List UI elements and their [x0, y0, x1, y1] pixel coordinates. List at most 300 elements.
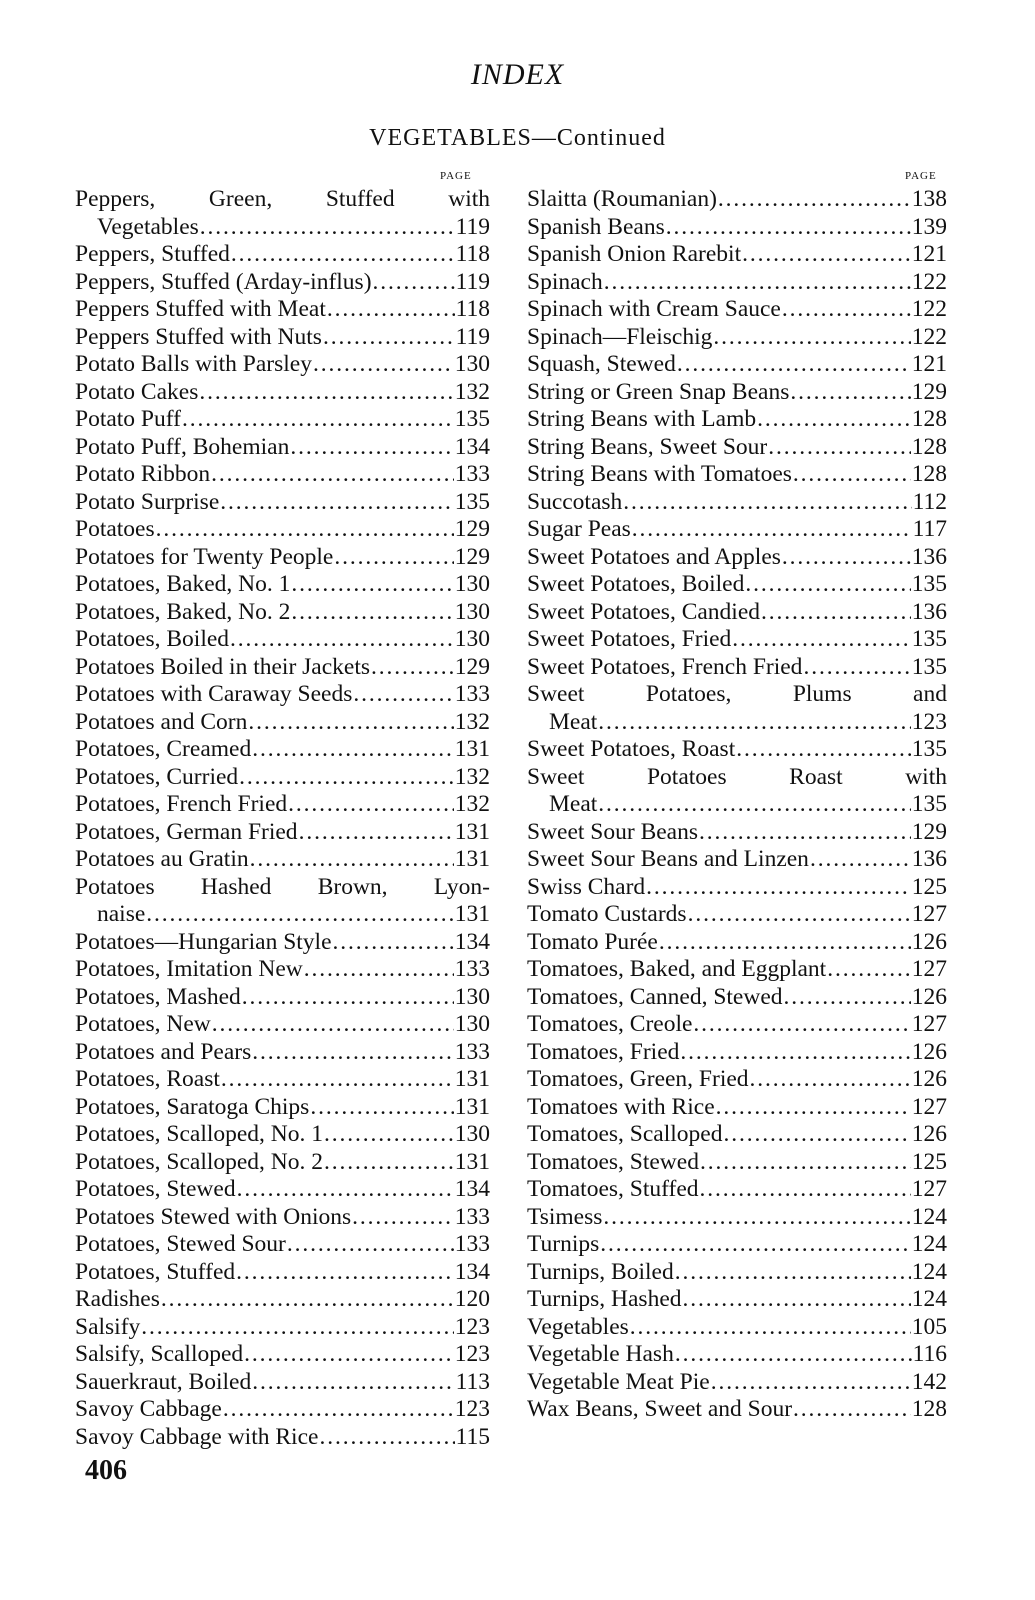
- entry-line: [75, 1149, 490, 1177]
- dot-leader: [782, 296, 911, 324]
- index-entry: [527, 1314, 947, 1342]
- entry-text: Swiss Chard: [527, 873, 646, 900]
- index-entry: [527, 901, 947, 929]
- dot-leader: [231, 241, 455, 269]
- entry-line: [75, 736, 490, 764]
- entry-page: 136: [911, 846, 947, 872]
- dot-leader: [713, 324, 910, 352]
- index-entry: [75, 709, 490, 737]
- dot-leader: [141, 1314, 453, 1342]
- entry-line: [75, 791, 490, 819]
- index-entry: [527, 214, 947, 242]
- entry-line: [75, 929, 490, 957]
- dot-leader: [288, 791, 454, 819]
- entry-page: 131: [454, 1148, 490, 1175]
- entry-text: Turnips, Hashed: [527, 1286, 682, 1312]
- index-entry: [527, 874, 947, 902]
- entry-text: Peppers Stuffed with Nuts: [75, 323, 322, 350]
- entry-page: 126: [911, 1121, 947, 1147]
- entry-text: Potatoes, Stewed: [75, 1176, 236, 1202]
- entry-line: [75, 516, 490, 544]
- index-entry: [527, 1396, 947, 1424]
- entry-line: [527, 269, 947, 297]
- entry-page: 131: [454, 736, 490, 762]
- entry-page: 133: [454, 461, 490, 487]
- page-number: 406: [85, 1455, 127, 1486]
- entry-line: [75, 1011, 490, 1039]
- entry-line: [527, 516, 947, 544]
- entry-page: 130: [454, 1011, 490, 1037]
- dot-leader: [304, 956, 454, 984]
- entry-page: 133: [454, 1203, 490, 1230]
- entry-line: [527, 874, 947, 902]
- entry-page: 139: [911, 213, 947, 240]
- dot-leader: [237, 1176, 454, 1204]
- dot-leader: [353, 681, 453, 709]
- index-entry: [75, 269, 490, 297]
- index-entry: [75, 1369, 490, 1397]
- entry-page: 131: [454, 1093, 490, 1120]
- entry-line: [75, 1396, 490, 1424]
- entry-text: Savoy Cabbage with Rice: [75, 1423, 319, 1450]
- entry-text: Vegetables: [527, 1313, 629, 1340]
- entry-page: 134: [454, 928, 490, 955]
- dot-leader: [677, 351, 911, 379]
- index-entry: [75, 626, 490, 654]
- entry-line: [75, 984, 490, 1012]
- entry-text: Potato Balls with Parsley: [75, 351, 312, 377]
- dot-leader: [323, 324, 455, 352]
- index-entry: [527, 461, 947, 489]
- entry-text: String Beans with Lamb: [527, 406, 757, 432]
- dot-leader: [287, 1231, 454, 1259]
- index-entry: [527, 1341, 947, 1369]
- entry-page: 136: [911, 598, 947, 625]
- index-entry: [75, 406, 490, 434]
- entry-page: 129: [454, 543, 490, 570]
- index-entry: [75, 1094, 490, 1122]
- entry-text: Potato Ribbon: [75, 461, 211, 487]
- dot-leader: [810, 846, 911, 874]
- entry-page: 113: [455, 1368, 490, 1395]
- entry-text: Potatoes, Roast: [75, 1066, 220, 1092]
- entry-line: [527, 709, 947, 737]
- entry-line: [527, 1121, 947, 1149]
- index-entry: [527, 984, 947, 1012]
- index-entry: [75, 1314, 490, 1342]
- entry-text: Potatoes, German Fried: [75, 818, 298, 845]
- index-entry: [75, 1424, 490, 1452]
- entry-text: naise: [97, 901, 146, 927]
- dot-leader: [623, 489, 911, 517]
- entry-page: 131: [454, 846, 490, 872]
- index-entry: [75, 791, 490, 819]
- entry-text: Potatoes au Gratin: [75, 846, 249, 872]
- index-entry: [75, 984, 490, 1012]
- entry-word: Sweet: [527, 763, 585, 790]
- entry-line: [527, 1094, 947, 1122]
- entry-page: 132: [454, 791, 490, 817]
- index-entry: [75, 434, 490, 462]
- entry-page: 119: [455, 268, 490, 295]
- entry-text: Salsify: [75, 1313, 141, 1340]
- entry-word: with: [905, 763, 947, 790]
- index-entry: [75, 241, 490, 269]
- index-entry: [527, 846, 947, 874]
- dot-leader: [761, 599, 911, 627]
- entry-text: Potatoes, Stuffed: [75, 1258, 236, 1285]
- index-entry: [527, 654, 947, 682]
- index-entry: [75, 599, 490, 627]
- entry-line: [527, 186, 947, 214]
- dot-leader: [211, 461, 454, 489]
- entry-word: Plums: [792, 681, 852, 707]
- index-entry: [527, 1094, 947, 1122]
- dot-leader: [334, 544, 453, 572]
- index-entry: [75, 1341, 490, 1369]
- entry-line: [75, 1176, 490, 1204]
- dot-leader: [252, 1039, 454, 1067]
- entry-line: [527, 599, 947, 627]
- entry-line: [75, 1259, 490, 1287]
- entry-text: Sweet Potatoes, French Fried: [527, 653, 803, 680]
- entry-line: [527, 1341, 947, 1369]
- entry-line: [527, 791, 947, 819]
- index-entry: [75, 1396, 490, 1424]
- entry-page: 125: [911, 1148, 947, 1175]
- index-entry: [75, 1011, 490, 1039]
- dot-leader: [757, 406, 911, 434]
- index-entry: [75, 874, 490, 929]
- entry-line: [75, 846, 490, 874]
- entry-word: with: [448, 186, 490, 212]
- index-column-left: [75, 186, 490, 1451]
- dot-leader: [290, 434, 453, 462]
- entry-text: Spanish Beans: [527, 213, 665, 240]
- entry-page: 129: [454, 516, 490, 542]
- entry-text: Sweet Potatoes, Roast: [527, 736, 736, 762]
- entry-line: [75, 269, 490, 297]
- index-entry: [527, 186, 947, 214]
- entry-text: Sugar Peas: [527, 516, 631, 542]
- entry-text: Tomatoes with Rice: [527, 1093, 715, 1120]
- dot-leader: [718, 186, 911, 214]
- entry-line: [75, 1094, 490, 1122]
- entry-page: 124: [911, 1286, 947, 1312]
- index-entry: [527, 296, 947, 324]
- dot-leader: [252, 1369, 454, 1397]
- entry-page: 130: [454, 626, 490, 652]
- entry-word: Potatoes: [646, 763, 727, 790]
- dot-leader: [146, 901, 453, 929]
- dot-leader: [313, 351, 454, 379]
- dot-leader: [324, 1121, 454, 1149]
- entry-text: Tomatoes, Creole: [527, 1011, 693, 1037]
- entry-page: 118: [455, 241, 490, 267]
- page-column-label-left: PAGE: [440, 170, 472, 182]
- entry-page: 132: [454, 378, 490, 405]
- entry-text: Potatoes, Scalloped, No. 1: [75, 1121, 324, 1147]
- dot-leader: [700, 1176, 911, 1204]
- entry-text: Tomatoes, Green, Fried: [527, 1066, 749, 1092]
- index-entry: [527, 929, 947, 957]
- dot-leader: [736, 736, 911, 764]
- dot-leader: [319, 1424, 454, 1452]
- entry-text: Turnips: [527, 1231, 600, 1257]
- dot-leader: [327, 296, 455, 324]
- entry-line: [527, 1204, 947, 1232]
- entry-line: [527, 1369, 947, 1397]
- index-entry: [527, 571, 947, 599]
- dot-leader: [239, 764, 454, 792]
- entry-page: 133: [454, 681, 490, 707]
- entry-page: 128: [911, 406, 947, 432]
- entry-line: [527, 241, 947, 269]
- entry-line: [75, 681, 490, 709]
- entry-line: [527, 1039, 947, 1067]
- index-entry: [527, 599, 947, 627]
- entry-text: Tomatoes, Stewed: [527, 1148, 699, 1175]
- entry-page: 131: [454, 1066, 490, 1092]
- index-column-right: [527, 186, 947, 1424]
- entry-line: [75, 406, 490, 434]
- dot-leader: [742, 241, 911, 269]
- entry-text: Sweet Potatoes, Boiled: [527, 571, 745, 597]
- entry-text: Spinach with Cream Sauce: [527, 296, 781, 322]
- entry-text: Potatoes, French Fried: [75, 791, 288, 817]
- entry-line: [75, 1369, 490, 1397]
- entry-line: [527, 984, 947, 1012]
- dot-leader: [310, 1094, 453, 1122]
- index-entry: [75, 1231, 490, 1259]
- entry-text: Potatoes, Creamed: [75, 736, 252, 762]
- entry-page: 128: [911, 433, 947, 460]
- dot-leader: [790, 379, 910, 407]
- index-entry: [527, 1204, 947, 1232]
- index-entry: [527, 434, 947, 462]
- entry-line: [75, 1424, 490, 1452]
- entry-text: Potatoes, Scalloped, No. 2: [75, 1148, 324, 1175]
- entry-page: 135: [911, 791, 947, 817]
- dot-leader: [291, 571, 453, 599]
- index-entry: [75, 544, 490, 572]
- dot-leader: [373, 269, 455, 297]
- dot-leader: [711, 1369, 911, 1397]
- index-entry: [75, 1286, 490, 1314]
- entry-text: Meat: [549, 791, 598, 817]
- index-entry: [75, 736, 490, 764]
- entry-line: [527, 1231, 947, 1259]
- entry-text: Salsify, Scalloped: [75, 1341, 244, 1367]
- entry-text: Potatoes, Stewed Sour: [75, 1231, 286, 1257]
- entry-text: Potatoes and Pears: [75, 1038, 252, 1065]
- entry-line: [75, 241, 490, 269]
- entry-page: 134: [454, 1176, 490, 1202]
- entry-page: 122: [911, 296, 947, 322]
- dot-leader: [223, 1396, 454, 1424]
- dot-leader: [156, 516, 454, 544]
- dot-leader: [161, 1286, 454, 1314]
- entry-page: 123: [454, 1313, 490, 1340]
- entry-line: [75, 1204, 490, 1232]
- entry-line: [75, 571, 490, 599]
- entry-line: [527, 544, 947, 572]
- index-entry: [527, 516, 947, 544]
- dot-leader: [182, 406, 454, 434]
- entry-page: 124: [911, 1258, 947, 1285]
- entry-page: 127: [911, 1011, 947, 1037]
- index-entry: [75, 296, 490, 324]
- entry-text: Vegetable Hash: [527, 1341, 674, 1367]
- index-entry: [75, 929, 490, 957]
- dot-leader: [630, 1314, 911, 1342]
- index-entry: [527, 681, 947, 736]
- entry-text: Tsimess: [527, 1203, 603, 1230]
- entry-line: [527, 1176, 947, 1204]
- entry-line: [75, 1231, 490, 1259]
- dot-leader: [693, 1011, 910, 1039]
- entry-line: [75, 709, 490, 737]
- entry-line: [75, 901, 490, 929]
- entry-page: 130: [454, 1121, 490, 1147]
- index-entry: [527, 1039, 947, 1067]
- entry-word: Green,: [208, 186, 273, 212]
- entry-page: 131: [454, 818, 490, 845]
- entry-text: Potatoes: [75, 516, 155, 542]
- index-entry: [527, 1176, 947, 1204]
- entry-text: Squash, Stewed: [527, 351, 676, 377]
- entry-line: [527, 1396, 947, 1424]
- entry-page: 127: [911, 901, 947, 927]
- index-entry: [527, 736, 947, 764]
- index-entry: [527, 544, 947, 572]
- entry-word: Brown,: [317, 873, 388, 900]
- entry-text: Vegetables: [97, 213, 199, 240]
- entry-text: String Beans, Sweet Sour: [527, 433, 768, 460]
- entry-page: 128: [911, 1396, 947, 1422]
- entry-line: [75, 956, 490, 984]
- dot-leader: [675, 1341, 912, 1369]
- entry-page: 135: [454, 406, 490, 432]
- dot-leader: [244, 1341, 454, 1369]
- entry-line: [527, 1314, 947, 1342]
- entry-text: Potatoes, Mashed: [75, 983, 241, 1010]
- entry-word: Hashed: [200, 873, 272, 900]
- index-entry: [75, 489, 490, 517]
- index-entry: [75, 379, 490, 407]
- entry-line: [75, 1039, 490, 1067]
- entry-text: Tomatoes, Scalloped: [527, 1121, 723, 1147]
- index-entry: [527, 626, 947, 654]
- entry-line: [527, 296, 947, 324]
- entry-text: Spinach: [527, 268, 603, 295]
- index-entry: [75, 1121, 490, 1149]
- entry-page: 126: [911, 1038, 947, 1065]
- entry-line: [75, 654, 490, 682]
- index-entry: [527, 1286, 947, 1314]
- entry-text: Tomatoes, Canned, Stewed: [527, 983, 783, 1010]
- dot-leader: [659, 929, 911, 957]
- entry-text: Sweet Potatoes, Fried: [527, 626, 732, 652]
- index-entry: [527, 1011, 947, 1039]
- entry-text: String Beans with Tomatoes: [527, 461, 792, 487]
- entry-text: Meat: [549, 708, 598, 735]
- entry-page: 117: [912, 516, 947, 542]
- entry-line: [75, 1286, 490, 1314]
- entry-line: [527, 214, 947, 242]
- entry-page: 135: [911, 571, 947, 597]
- entry-text: Potatoes Boiled in their Jackets: [75, 653, 371, 680]
- entry-word: Lyon-: [433, 873, 490, 900]
- entry-line: [75, 324, 490, 352]
- index-entry: [75, 846, 490, 874]
- index-entry: [527, 241, 947, 269]
- entry-page: 138: [911, 186, 947, 212]
- entry-line: [527, 626, 947, 654]
- index-entry: [75, 571, 490, 599]
- dot-leader: [675, 1259, 911, 1287]
- entry-page: 121: [911, 351, 947, 377]
- entry-line: [527, 1286, 947, 1314]
- dot-leader: [604, 269, 911, 297]
- entry-page: 120: [454, 1286, 490, 1312]
- entry-page: 130: [454, 351, 490, 377]
- entry-line: [75, 351, 490, 379]
- entry-text: Slaitta (Roumanian): [527, 186, 717, 212]
- index-entry: [75, 1176, 490, 1204]
- dot-leader: [199, 379, 453, 407]
- dot-leader: [212, 1011, 454, 1039]
- dot-leader: [700, 1149, 911, 1177]
- entry-text: Potatoes, Boiled: [75, 626, 230, 652]
- entry-line: [527, 461, 947, 489]
- entry-page: 135: [911, 736, 947, 762]
- entry-page: 116: [912, 1341, 947, 1367]
- entry-line: [527, 1259, 947, 1287]
- dot-leader: [236, 1259, 454, 1287]
- dot-leader: [716, 1094, 911, 1122]
- dot-leader: [230, 626, 454, 654]
- entry-page: 135: [911, 653, 947, 680]
- entry-text: Sweet Sour Beans: [527, 818, 699, 845]
- entry-line: [527, 956, 947, 984]
- entry-page: 130: [454, 598, 490, 625]
- entry-line: [75, 489, 490, 517]
- entry-page: 123: [454, 1341, 490, 1367]
- index-entry: [75, 461, 490, 489]
- entry-line: [75, 599, 490, 627]
- entry-line: [75, 461, 490, 489]
- entry-text: Tomato Custards: [527, 901, 687, 927]
- entry-page: 121: [911, 241, 947, 267]
- entry-text: Turnips, Boiled: [527, 1258, 674, 1285]
- entry-line: [75, 874, 490, 902]
- index-entry: [527, 324, 947, 352]
- index-entry: [75, 1149, 490, 1177]
- dot-leader: [220, 489, 453, 517]
- dot-leader: [299, 819, 454, 847]
- entry-line: [75, 819, 490, 847]
- entry-line: [75, 1341, 490, 1369]
- entry-page: 124: [911, 1231, 947, 1257]
- entry-line: [527, 1011, 947, 1039]
- entry-line: [75, 1314, 490, 1342]
- dot-leader: [646, 874, 911, 902]
- entry-page: 126: [911, 1066, 947, 1092]
- dot-leader: [723, 1121, 910, 1149]
- entry-text: Potatoes, Baked, No. 2: [75, 598, 291, 625]
- entry-page: 131: [454, 901, 490, 927]
